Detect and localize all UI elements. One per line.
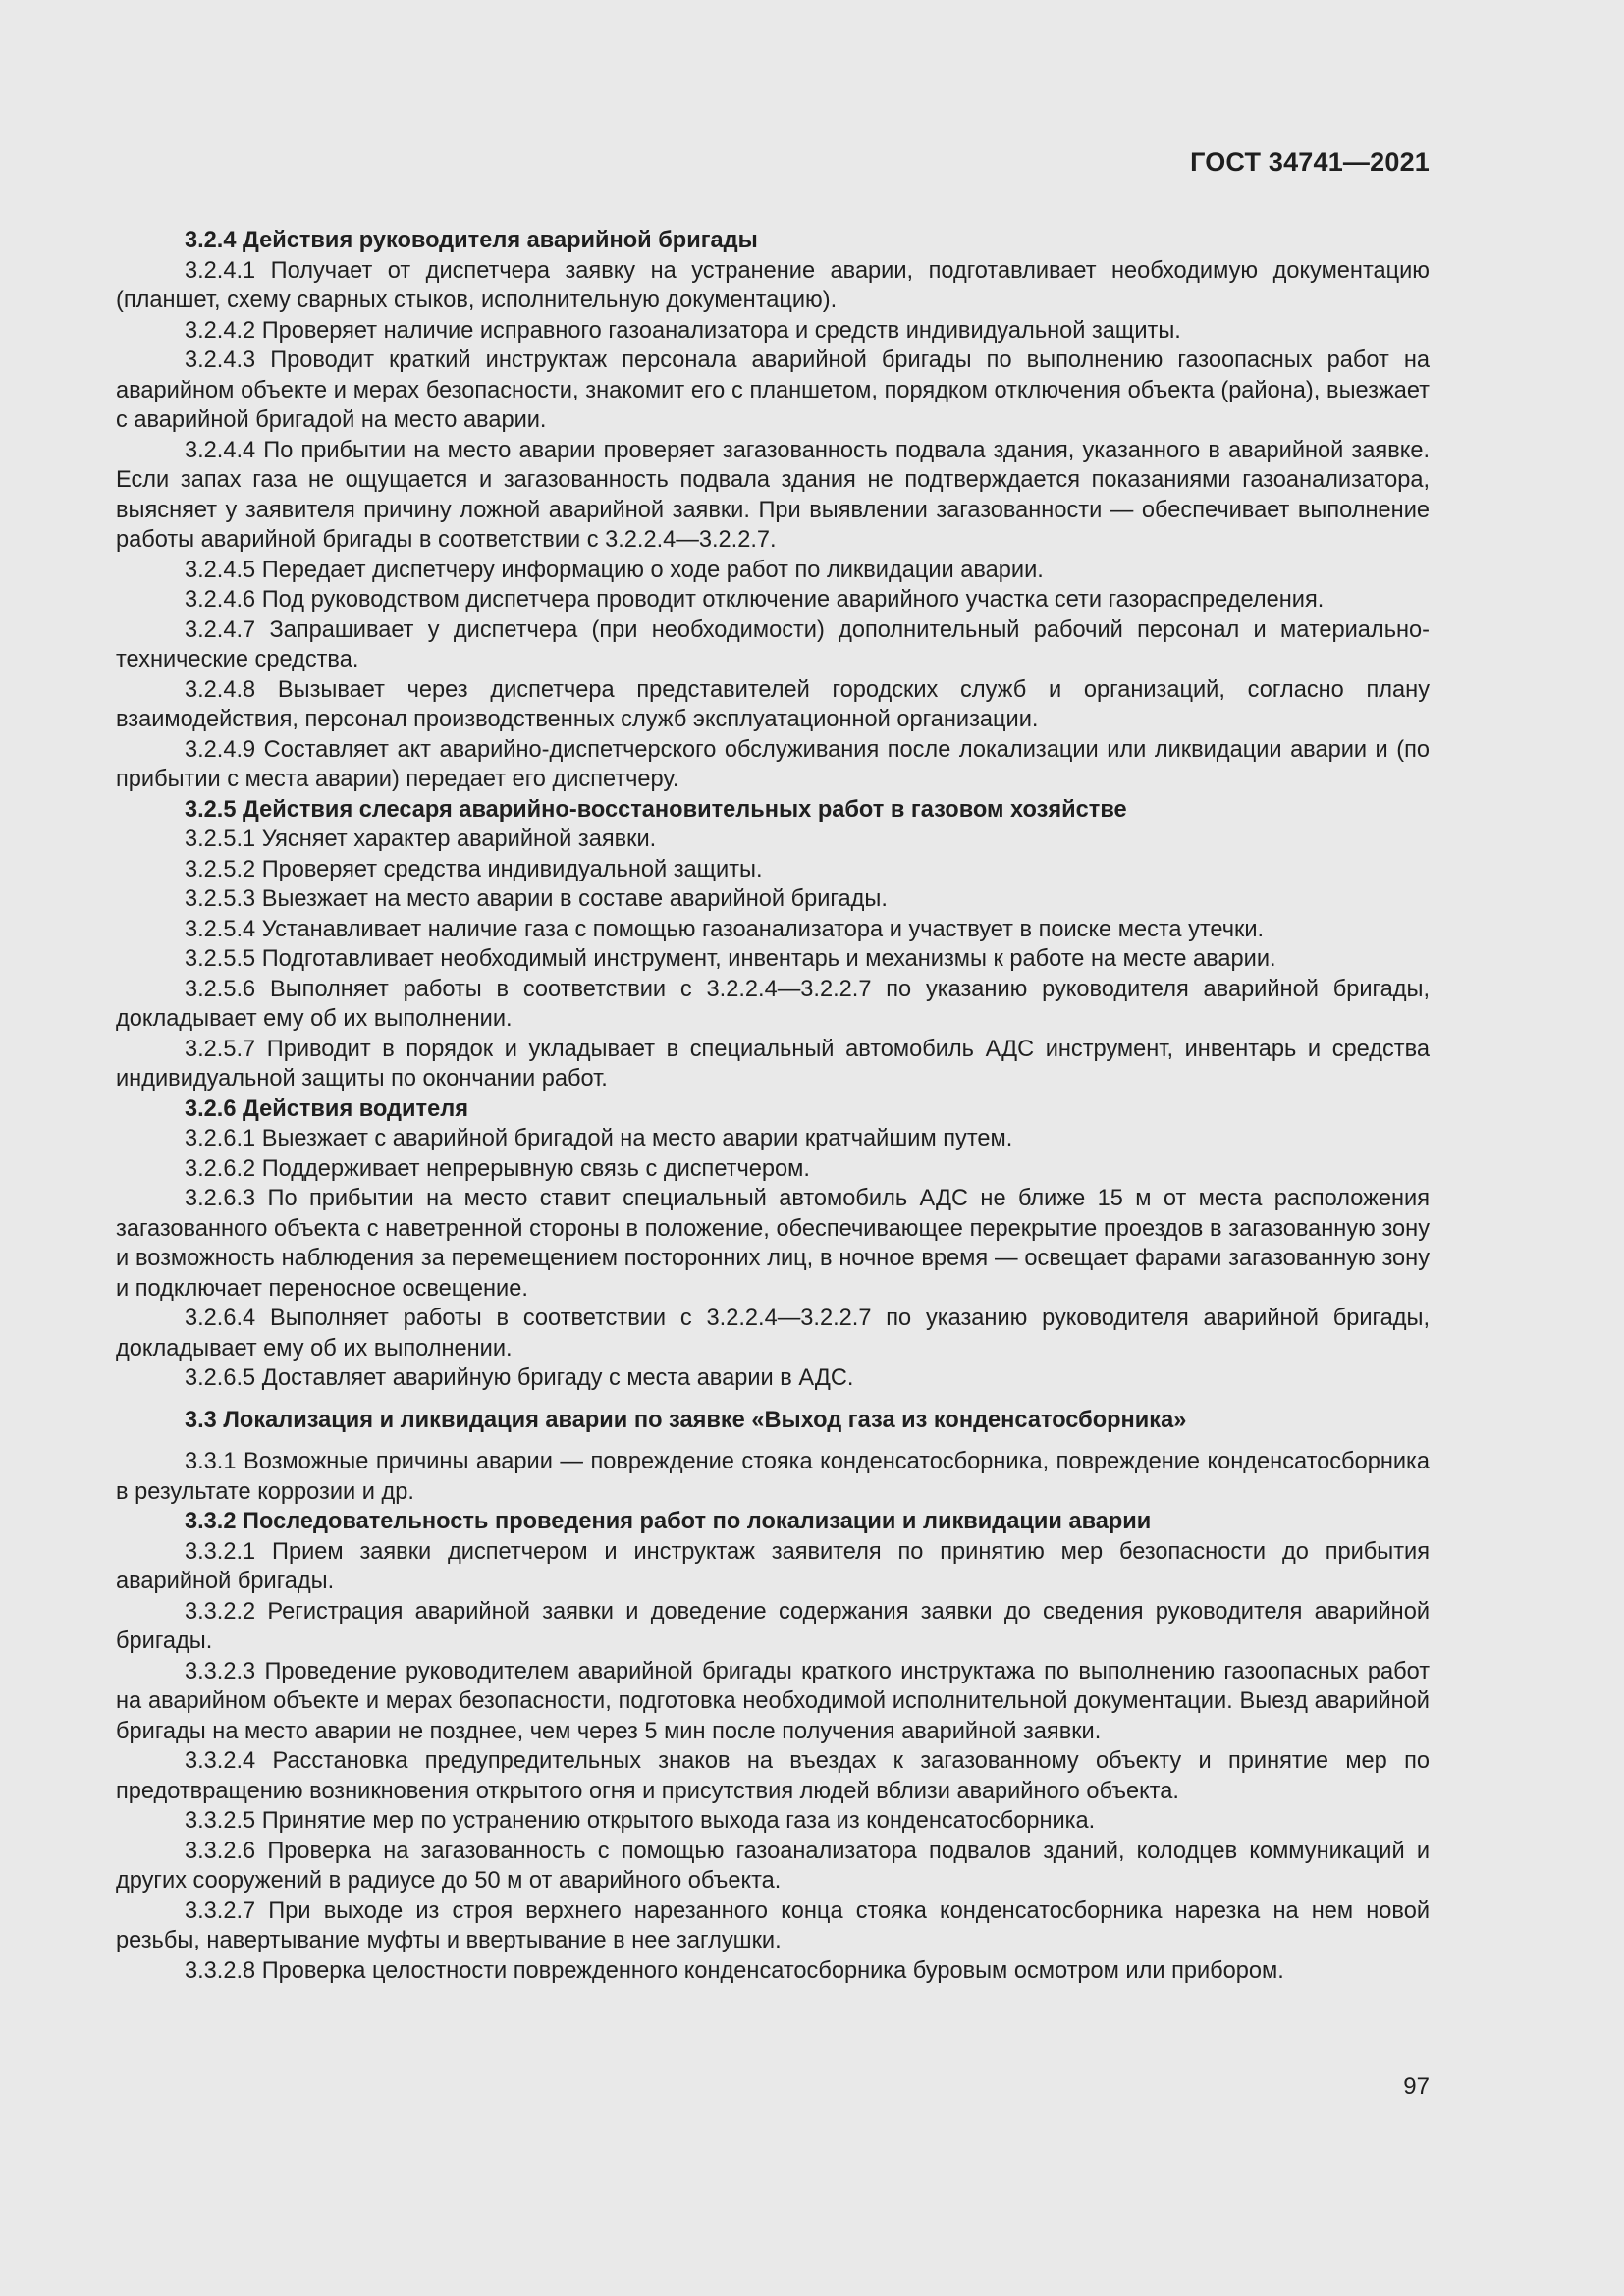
clause-paragraph: 3.2.4.4 По прибытии на место аварии проверяет загазованность подвала здания, указанного в аварийной заявке. Если запах газа не ощущается и загазованность подвала здания не подтверждается показаниями газоанализатора, выясняет у заявителя причину ложной аварийной заявки. При выявлении загазованности — обеспечивает выполнение работы аварийной бригады в соответствии с 3.2.2.4—3.2.2.7.: [116, 437, 1430, 553]
clause-paragraph: 3.2.5.1 Уясняет характер аварийной заявки.: [185, 827, 657, 852]
clause-paragraph: 3.2.6.4 Выполняет работы в соответствии с 3.2.2.4—3.2.2.7 по указанию руководителя аварийной бригады, докладывает ему об их выполнении.: [116, 1306, 1430, 1362]
section-heading: 3.3 Локализация и ликвидация аварии по заявке «Выход газа из конденсатосборника»: [185, 1407, 1187, 1433]
document-code-header: ГОСТ 34741—2021: [1190, 147, 1430, 177]
clause-paragraph: 3.2.4.8 Вызывает через диспетчера представителей городских служб и организаций, согласно плану взаимодействия, персонал производственных служб эксплуатационной организации.: [116, 676, 1430, 732]
clause-paragraph: 3.3.2.1 Прием заявки диспетчером и инструктаж заявителя по принятию мер безопасности до прибытия аварийной бригады.: [116, 1538, 1430, 1594]
clause-paragraph: 3.2.4.9 Составляет акт аварийно-диспетчерского обслуживания после локализации или ликвидации аварии и (по прибытии с места аварии) передает его диспетчеру.: [116, 736, 1430, 792]
clause-paragraph: 3.2.5.7 Приводит в порядок и укладывает в специальный автомобиль АДС инструмент, инвентарь и средства индивидуальной защиты по окончании работ.: [116, 1036, 1430, 1092]
clause-paragraph: 3.2.6.1 Выезжает с аварийной бригадой на место аварии кратчайшим путем.: [185, 1126, 1013, 1151]
clause-paragraph: 3.3.2.8 Проверка целостности поврежденного конденсатосборника буровым осмотром или прибором.: [185, 1957, 1284, 1984]
clause-paragraph: 3.2.5.6 Выполняет работы в соответствии с 3.2.2.4—3.2.2.7 по указанию руководителя аварийной бригады, докладывает ему об их выполнении.: [116, 976, 1430, 1032]
clause-paragraph: 3.2.5.5 Подготавливает необходимый инструмент, инвентарь и механизмы к работе на месте аварии.: [185, 946, 1276, 972]
clause-paragraph: 3.3.2.3 Проведение руководителем аварийной бригады краткого инструктажа по выполнению газоопасных работ на аварийном объекте и мерах безопасности, подготовка необходимой исполнительной документации. Выезд аварийной бригады на место аварии не позднее, чем через 5 мин после получения аварийной заявки.: [116, 1658, 1430, 1744]
subsection-heading: 3.3.2 Последовательность проведения работ по локализации и ликвидации аварии: [185, 1509, 1152, 1534]
clause-paragraph: 3.3.2.6 Проверка на загазованность с помощью газоанализатора подвалов зданий, колодцев коммуникаций и других сооружений в радиусе до 50 м от аварийного объекта.: [116, 1838, 1430, 1894]
clause-paragraph: 3.3.1 Возможные причины аварии — повреждение стояка конденсатосборника, повреждение конденсатосборника в результате коррозии и др.: [116, 1449, 1430, 1505]
page-number: 97: [1403, 2073, 1430, 2100]
clause-paragraph: 3.3.2.4 Расстановка предупредительных знаков на въездах к загазованному объекту и принятие мер по предотвращению возникновения открытого огня и присутствия людей вблизи аварийного объекта.: [116, 1748, 1430, 1804]
clause-paragraph: 3.2.5.2 Проверяет средства индивидуальной защиты.: [185, 856, 763, 882]
clause-paragraph: 3.2.6.3 По прибытии на место ставит специальный автомобиль АДС не ближе 15 м от места расположения загазованного объекта с наветренной стороны в положение, обеспечивающее перекрытие проездов в загазованную зону и возможность наблюдения за перемещением посторонних лиц, в ночное время — освещает фарами загазованную зону и подключает переносное освещение.: [116, 1186, 1430, 1302]
subsection-heading: 3.2.6 Действия водителя: [185, 1095, 468, 1122]
clause-paragraph: 3.2.4.3 Проводит краткий инструктаж персонала аварийной бригады по выполнению газоопасных работ на аварийном объекте и мерах безопасности, знакомит его с планшетом, порядком отключения объекта (района), выезжает с аварийной бригадой на место аварии.: [116, 347, 1430, 433]
subsection-heading: 3.2.5 Действия слесаря аварийно-восстановительных работ в газовом хозяйстве: [185, 796, 1127, 823]
clause-paragraph: 3.2.6.2 Поддерживает непрерывную связь с диспетчером.: [185, 1155, 810, 1182]
clause-paragraph: 3.2.6.5 Доставляет аварийную бригаду с места аварии в АДС.: [185, 1365, 854, 1391]
clause-paragraph: 3.3.2.2 Регистрация аварийной заявки и доведение содержания заявки до сведения руководителя аварийной бригады.: [116, 1598, 1430, 1654]
clause-paragraph: 3.2.4.7 Запрашивает у диспетчера (при необходимости) дополнительный рабочий персонал и материально-технические средства.: [116, 616, 1430, 672]
clause-paragraph: 3.2.4.2 Проверяет наличие исправного газоанализатора и средств индивидуальной защиты.: [185, 317, 1181, 344]
clause-paragraph: 3.2.4.5 Передает диспетчеру информацию о ходе работ по ликвидации аварии.: [185, 557, 1044, 583]
clause-paragraph: 3.2.5.4 Устанавливает наличие газа с помощью газоанализатора и участвует в поиске места утечки.: [185, 916, 1265, 942]
subsection-heading: 3.2.4 Действия руководителя аварийной бригады: [185, 228, 758, 253]
clause-paragraph: 3.2.4.6 Под руководством диспетчера проводит отключение аварийного участка сети газораспределения.: [185, 587, 1325, 613]
clause-paragraph: 3.3.2.5 Принятие мер по устранению открытого выхода газа из конденсатосборника.: [185, 1808, 1096, 1834]
clause-paragraph: 3.2.4.1 Получает от диспетчера заявку на устранение аварии, подготавливает необходимую документацию (планшет, схему сварных стыков, исполнительную документацию).: [116, 257, 1430, 313]
clause-paragraph: 3.3.2.7 При выходе из строя верхнего нарезанного конца стояка конденсатосборника нарезка на нем новой резьбы, навертывание муфты и ввертывание в нее заглушки.: [116, 1897, 1430, 1953]
document-body: [116, 226, 1430, 1986]
clause-paragraph: 3.2.5.3 Выезжает на место аварии в составе аварийной бригады.: [185, 886, 888, 912]
